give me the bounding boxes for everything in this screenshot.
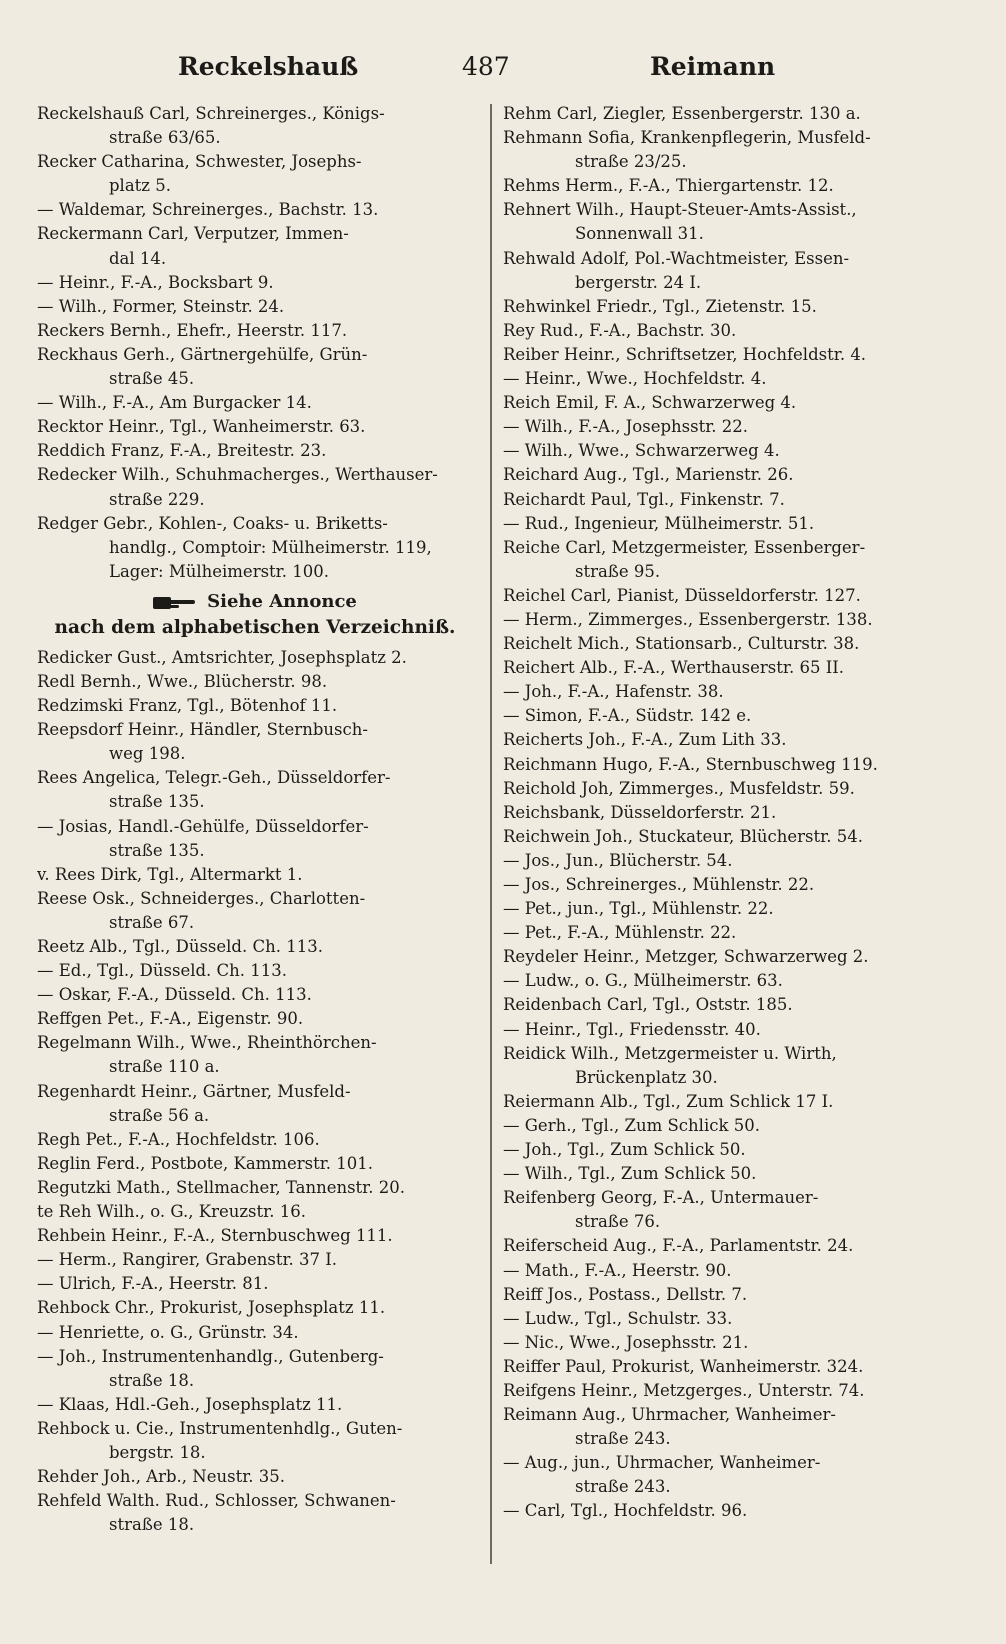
- directory-entry-line: Recktor Heinr., Tgl., Wanheimerstr. 63.: [37, 417, 366, 437]
- directory-entry-line: Reiffer Paul, Prokurist, Wanheimerstr. 324.: [503, 1356, 864, 1376]
- directory-entry-line: Redzimski Franz, Tgl., Bötenhof 11.: [37, 696, 338, 716]
- directory-entry-line: — Waldemar, Schreinerges., Bachstr. 13.: [37, 200, 379, 220]
- running-head-right: Reimann: [650, 52, 776, 81]
- directory-entry-line: — Joh., Tgl., Zum Schlick 50.: [503, 1140, 746, 1160]
- directory-entry-line: straße 45.: [109, 369, 195, 389]
- directory-entry-line: straße 229.: [109, 489, 205, 509]
- directory-entry-line: Reidenbach Carl, Tgl., Oststr. 185.: [503, 995, 793, 1015]
- directory-entry-line: Reidick Wilh., Metzgermeister u. Wirth,: [503, 1043, 837, 1063]
- running-head-left: Reckelshauß: [178, 52, 359, 81]
- directory-entry-line: straße 18.: [109, 1515, 195, 1535]
- directory-entry-line: Rehms Herm., F.-A., Thiergartenstr. 12.: [503, 176, 834, 196]
- directory-entry-line: Reddich Franz, F.-A., Breitestr. 23.: [37, 441, 327, 461]
- directory-entry-line: straße 243.: [575, 1477, 671, 1497]
- directory-entry-line: — Heinr., F.-A., Bocksbart 9.: [37, 272, 274, 292]
- directory-entry-line: Reepsdorf Heinr., Händler, Sternbusch-: [37, 720, 368, 740]
- directory-entry-line: Reffgen Pet., F.-A., Eigenstr. 90.: [37, 1009, 304, 1029]
- directory-entry-line: Reiche Carl, Metzgermeister, Essenberger-: [503, 537, 866, 557]
- directory-entry-line: — Simon, F.-A., Südstr. 142 e.: [503, 706, 752, 726]
- directory-entry-line: Reimann Aug., Uhrmacher, Wanheimer-: [503, 1405, 836, 1425]
- directory-entry-line: straße 67.: [109, 912, 195, 932]
- directory-entry-line: — Aug., jun., Uhrmacher, Wanheimer-: [503, 1453, 821, 1473]
- directory-entry-line: Reydeler Heinr., Metzger, Schwarzerweg 2.: [503, 947, 869, 967]
- directory-entry-line: Rehm Carl, Ziegler, Essenbergerstr. 130 a.: [503, 104, 861, 123]
- directory-entry-line: — Oskar, F.-A., Düsseld. Ch. 113.: [37, 985, 312, 1005]
- directory-entry-line: Reiff Jos., Postass., Dellstr. 7.: [503, 1284, 748, 1304]
- directory-entry-line: Rey Rud., F.-A., Bachstr. 30.: [503, 320, 737, 340]
- directory-entry-line: — Math., F.-A., Heerstr. 90.: [503, 1260, 732, 1280]
- directory-entry-line: — Herm., Zimmerges., Essenbergerstr. 138.: [503, 609, 873, 629]
- announcement-subtitle: nach dem alphabetischen Verzeichniß.: [54, 616, 456, 638]
- directory-entry-line: — Joh., Instrumentenhandlg., Gutenberg-: [37, 1346, 384, 1366]
- directory-entry-line: Reichard Aug., Tgl., Marienstr. 26.: [503, 465, 794, 485]
- directory-entry-line: te Reh Wilh., o. G., Kreuzstr. 16.: [37, 1202, 306, 1222]
- directory-entry-line: Rehbein Heinr., F.-A., Sternbuschweg 111.: [37, 1226, 393, 1246]
- directory-entry-line: Redecker Wilh., Schuhmacherges., Werthauser-: [37, 465, 438, 485]
- directory-entry-line: Rehbock Chr., Prokurist, Josephsplatz 11.: [37, 1298, 386, 1318]
- directory-entry-line: Reicherts Joh., F.-A., Zum Lith 33.: [503, 730, 787, 750]
- directory-entry-line: Reichwein Joh., Stuckateur, Blücherstr. 54.: [503, 826, 863, 846]
- directory-entry-line: Lager: Mülheimerstr. 100.: [109, 561, 329, 581]
- directory-entry-line: — Klaas, Hdl.-Geh., Josephsplatz 11.: [37, 1394, 343, 1414]
- directory-entry-line: Redicker Gust., Amtsrichter, Josephsplatz 2.: [37, 647, 407, 667]
- directory-entry-line: Reichardt Paul, Tgl., Finkenstr. 7.: [503, 489, 785, 509]
- directory-entry-line: Regutzki Math., Stellmacher, Tannenstr. 20.: [37, 1177, 405, 1197]
- announcement-line: [37, 584, 473, 616]
- directory-entry-line: Reifenberg Georg, F.-A., Untermauer-: [503, 1188, 819, 1208]
- directory-entry-line: — Wilh., Wwe., Schwarzerweg 4.: [503, 441, 780, 461]
- directory-entry-line: Reiber Heinr., Schriftsetzer, Hochfeldstr. 4.: [503, 344, 867, 364]
- directory-entry-line: — Ludw., o. G., Mülheimerstr. 63.: [503, 971, 783, 991]
- directory-entry-line: — Pet., F.-A., Mühlenstr. 22.: [503, 923, 737, 943]
- directory-entry-line: bergstr. 18.: [109, 1442, 206, 1462]
- directory-entry-line: straße 23/25.: [575, 152, 687, 172]
- page-number: 487: [462, 52, 510, 81]
- directory-entry-line: Reichold Joh, Zimmerges., Musfeldstr. 59.: [503, 778, 855, 798]
- announcement-title: Siehe Annonce: [207, 590, 357, 612]
- directory-entry-line: Reckelshauß Carl, Schreinerges., Königs-: [37, 104, 385, 123]
- directory-entry-line: Regh Pet., F.-A., Hochfeldstr. 106.: [37, 1129, 320, 1149]
- directory-entry-line: straße 76.: [575, 1212, 661, 1232]
- directory-entry-line: — Carl, Tgl., Hochfeldstr. 96.: [503, 1501, 748, 1521]
- directory-entry-line: straße 56 a.: [109, 1105, 210, 1125]
- directory-entry-line: straße 95.: [575, 561, 661, 581]
- directory-entry-line: — Jos., Schreinerges., Mühlenstr. 22.: [503, 875, 815, 894]
- directory-entry-line: Rehder Joh., Arb., Neustr. 35.: [37, 1467, 286, 1487]
- directory-entry-line: Sonnenwall 31.: [575, 224, 704, 244]
- directory-entry-line: Rehfeld Walth. Rud., Schlosser, Schwanen-: [37, 1491, 396, 1511]
- directory-entry-line: Reichmann Hugo, F.-A., Sternbuschweg 119.: [503, 754, 878, 774]
- directory-entry-line: Rees Angelica, Telegr.-Geh., Düsseldorfer-: [37, 768, 391, 788]
- directory-entry-line: platz 5.: [109, 176, 171, 196]
- left-column: [37, 102, 473, 1537]
- directory-entry-line: — Pet., jun., Tgl., Mühlenstr. 22.: [503, 899, 774, 919]
- column-divider: [490, 104, 492, 1564]
- right-column: [503, 102, 942, 1524]
- directory-entry-line: — Wilh., F.-A., Am Burgacker 14.: [37, 393, 312, 413]
- directory-entry-line: Reckers Bernh., Ehefr., Heerstr. 117.: [37, 320, 348, 340]
- directory-entry-line: Rehnert Wilh., Haupt-Steuer-Amts-Assist.,: [503, 200, 857, 220]
- directory-entry-line: straße 63/65.: [109, 128, 221, 148]
- directory-entry-line: v. Rees Dirk, Tgl., Altermarkt 1.: [37, 864, 303, 884]
- directory-entry-line: Reglin Ferd., Postbote, Kammerstr. 101.: [37, 1153, 374, 1173]
- directory-entry-line: handlg., Comptoir: Mülheimerstr. 119,: [109, 537, 432, 557]
- directory-entry-line: weg 198.: [109, 744, 186, 764]
- directory-entry-line: Rehbock u. Cie., Instrumentenhdlg., Guten-: [37, 1418, 403, 1438]
- directory-entry-line: Regenhardt Heinr., Gärtner, Musfeld-: [37, 1081, 351, 1101]
- directory-entry-line: — Ed., Tgl., Düsseld. Ch. 113.: [37, 961, 288, 981]
- directory-entry-line: Reifgens Heinr., Metzgerges., Unterstr. 74.: [503, 1380, 865, 1400]
- directory-entry-line: Recker Catharina, Schwester, Josephs-: [37, 152, 362, 172]
- directory-entry-line: straße 135.: [109, 840, 205, 860]
- directory-entry-line: Rehwald Adolf, Pol.-Wachtmeister, Essen-: [503, 248, 850, 268]
- directory-entry-line: — Wilh., Tgl., Zum Schlick 50.: [503, 1164, 757, 1184]
- directory-entry-line: Reich Emil, F. A., Schwarzerweg 4.: [503, 393, 797, 413]
- directory-entry-line: Reichert Alb., F.-A., Werthauserstr. 65 II.: [503, 658, 844, 678]
- directory-entry-line: Reese Osk., Schneiderges., Charlotten-: [37, 888, 366, 908]
- directory-entry-line: straße 18.: [109, 1370, 195, 1390]
- directory-entry-line: Redger Gebr., Kohlen-, Coaks- u. Briketts-: [37, 513, 388, 533]
- directory-entry-line: Reiferscheid Aug., F.-A., Parlamentstr. 24.: [503, 1236, 854, 1256]
- directory-entry-line: straße 135.: [109, 792, 205, 812]
- directory-entry-line: — Ludw., Tgl., Schulstr. 33.: [503, 1308, 733, 1328]
- pointing-hand-icon: [153, 594, 197, 610]
- directory-entry-line: Reckhaus Gerh., Gärtnergehülfe, Grün-: [37, 344, 368, 364]
- directory-entry-line: straße 110 a.: [109, 1057, 220, 1077]
- directory-entry-line: Reetz Alb., Tgl., Düsseld. Ch. 113.: [37, 937, 323, 956]
- directory-entry-line: — Rud., Ingenieur, Mülheimerstr. 51.: [503, 513, 815, 533]
- directory-entry-line: Reichel Carl, Pianist, Düsseldorferstr. 127.: [503, 585, 861, 605]
- directory-entry-line: — Joh., F.-A., Hafenstr. 38.: [503, 682, 724, 702]
- directory-entry-line: bergerstr. 24 I.: [575, 272, 702, 292]
- directory-entry-line: — Nic., Wwe., Josephsstr. 21.: [503, 1332, 749, 1352]
- directory-entry-line: — Ulrich, F.-A., Heerstr. 81.: [37, 1274, 269, 1294]
- directory-entry-line: — Jos., Jun., Blücherstr. 54.: [503, 850, 733, 870]
- directory-entry-line: Reichsbank, Düsseldorferstr. 21.: [503, 802, 777, 822]
- directory-entry-line: Reckermann Carl, Verputzer, Immen-: [37, 224, 349, 244]
- directory-entry-line: Reiermann Alb., Tgl., Zum Schlick 17 I.: [503, 1091, 834, 1111]
- directory-entry-line: Rehmann Sofia, Krankenpflegerin, Musfeld-: [503, 128, 871, 148]
- directory-entry-line: Redl Bernh., Wwe., Blücherstr. 98.: [37, 671, 328, 691]
- directory-entry-line: Regelmann Wilh., Wwe., Rheinthörchen-: [37, 1033, 377, 1053]
- directory-entry-line: Brückenplatz 30.: [575, 1067, 718, 1087]
- directory-entry-line: — Herm., Rangirer, Grabenstr. 37 I.: [37, 1250, 338, 1270]
- directory-entry-line: Rehwinkel Friedr., Tgl., Zietenstr. 15.: [503, 296, 817, 316]
- directory-entry-line: dal 14.: [109, 248, 167, 268]
- directory-entry-line: — Wilh., Former, Steinstr. 24.: [37, 296, 285, 316]
- directory-entry-line: — Henriette, o. G., Grünstr. 34.: [37, 1322, 299, 1342]
- directory-entry-line: straße 243.: [575, 1429, 671, 1449]
- directory-entry-line: — Gerh., Tgl., Zum Schlick 50.: [503, 1115, 760, 1135]
- directory-entry-line: — Heinr., Tgl., Friedensstr. 40.: [503, 1019, 761, 1039]
- directory-entry-line: — Wilh., F.-A., Josephsstr. 22.: [503, 417, 749, 437]
- directory-entry-line: Reichelt Mich., Stationsarb., Culturstr. 38.: [503, 634, 860, 654]
- directory-entry-line: — Josias, Handl.-Gehülfe, Düsseldorfer-: [37, 816, 369, 836]
- directory-entry-line: — Heinr., Wwe., Hochfeldstr. 4.: [503, 369, 767, 389]
